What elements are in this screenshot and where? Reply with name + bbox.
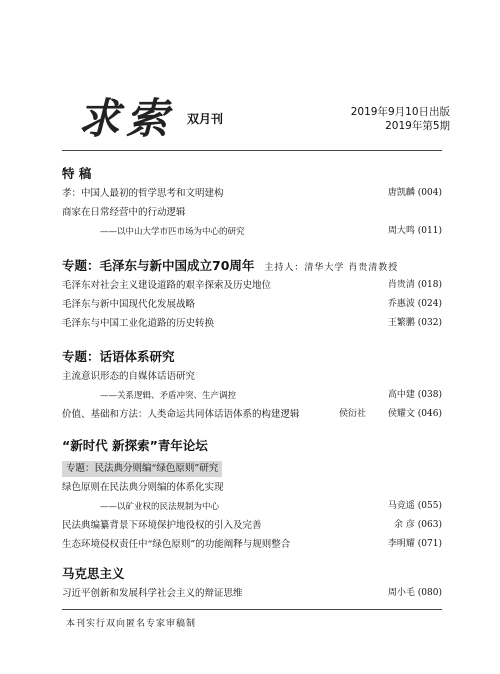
toc-item[interactable] [62, 295, 442, 314]
section-special-articles [62, 164, 442, 241]
toc-item-subtitle[interactable] [62, 386, 442, 405]
author-page: 王繁鹏 (032) [387, 318, 442, 328]
section-title: “新时代 新探索”青年论坛 [62, 438, 208, 453]
author-page: 侯耀文 (046) [387, 409, 442, 419]
section-title: 专题：毛泽东与新中国成立70周年 主持人：清华大学 肖贵清教授 [62, 258, 399, 273]
top-divider [62, 150, 442, 151]
article-title: 生态环境侵权责任中“绿色原则”的功能阐释与规则整合 [62, 539, 291, 550]
review-policy-note: 本刊实行双向匿名专家审稿制 [66, 619, 197, 629]
section-mao-zedong [62, 256, 442, 333]
article-subtitle: ——以矿业权的民法规制为中心 [100, 502, 220, 512]
author-page: 周小毛 (080) [387, 588, 442, 598]
author-page: 李明耀 (071) [387, 539, 442, 549]
author-page: 周大鸣 (011) [387, 226, 442, 236]
article-title: 孝：中国人最初的哲学思考和文明建构 [62, 188, 224, 199]
article-title: 习近平创新和发展科学社会主义的辩证思维 [62, 588, 243, 599]
masthead [70, 82, 450, 142]
toc-item[interactable] [62, 276, 442, 295]
journal-logo: 求索 [78, 94, 175, 143]
toc-item[interactable] [62, 535, 442, 554]
section-marxism [62, 564, 442, 603]
section-discourse-system [62, 347, 442, 424]
author-page: 余 彦 (063) [394, 520, 442, 530]
article-title: 价值、基础和方法：人类命运共同体话语体系的构建逻辑 [62, 409, 300, 420]
article-title: 商家在日常经营中的行动逻辑 [62, 207, 186, 218]
toc-item[interactable] [62, 405, 442, 424]
article-title: 毛泽东对社会主义建设道路的艰辛探索及历史地位 [62, 280, 272, 291]
article-title: 绿色原则在民法典分则编的体系化实现 [62, 482, 224, 493]
section-host: 主持人：清华大学 肖贵清教授 [264, 263, 399, 273]
article-title: 民法典编纂背景下环境保护地役权的引入及完善 [62, 520, 262, 531]
article-subtitle: ——关系逻辑、矛盾冲突、生产调控 [100, 391, 237, 401]
section-title: 特 稿 [62, 166, 92, 181]
bottom-divider [62, 609, 442, 610]
section-title: 马克思主义 [62, 566, 125, 581]
article-title: 毛泽东与中国工业化道路的历史转换 [62, 318, 215, 329]
author-page: 高中建 (038) [387, 390, 442, 400]
toc-item[interactable] [62, 478, 442, 497]
toc-item[interactable] [62, 367, 442, 386]
toc-item[interactable] [62, 314, 442, 333]
article-subtitle: ——以中山大学市匹市场为中心的研究 [100, 227, 245, 237]
issue-number: 2019年第5期 [385, 120, 450, 132]
author-page: 唐凯麟 (004) [387, 188, 442, 198]
toc-item-subtitle[interactable] [62, 497, 442, 516]
author-page: 乔惠波 (024) [387, 299, 442, 309]
author-page: 马竞遥 (055) [387, 501, 442, 511]
article-title: 毛泽东与新中国现代化发展战略 [62, 299, 196, 310]
special-topic-subhead: 专题：民法典分则编“绿色原则”研究 [62, 461, 222, 477]
author-page: 肖贵清 (018) [387, 280, 442, 290]
publication-frequency: 双月刊 [187, 112, 224, 126]
coauthor: 侯衍社 [338, 409, 366, 419]
section-title: 专题：话语体系研究 [62, 349, 175, 364]
section-youth-forum [62, 436, 442, 554]
toc-item-subtitle[interactable] [62, 222, 442, 241]
article-title: 主流意识形态的自媒体话语研究 [62, 371, 196, 382]
toc-item[interactable] [62, 516, 442, 535]
toc-item[interactable] [62, 184, 442, 203]
toc-item[interactable] [62, 203, 442, 222]
toc-item[interactable] [62, 584, 442, 603]
publication-date: 2019年9月10日出版 [350, 106, 450, 118]
